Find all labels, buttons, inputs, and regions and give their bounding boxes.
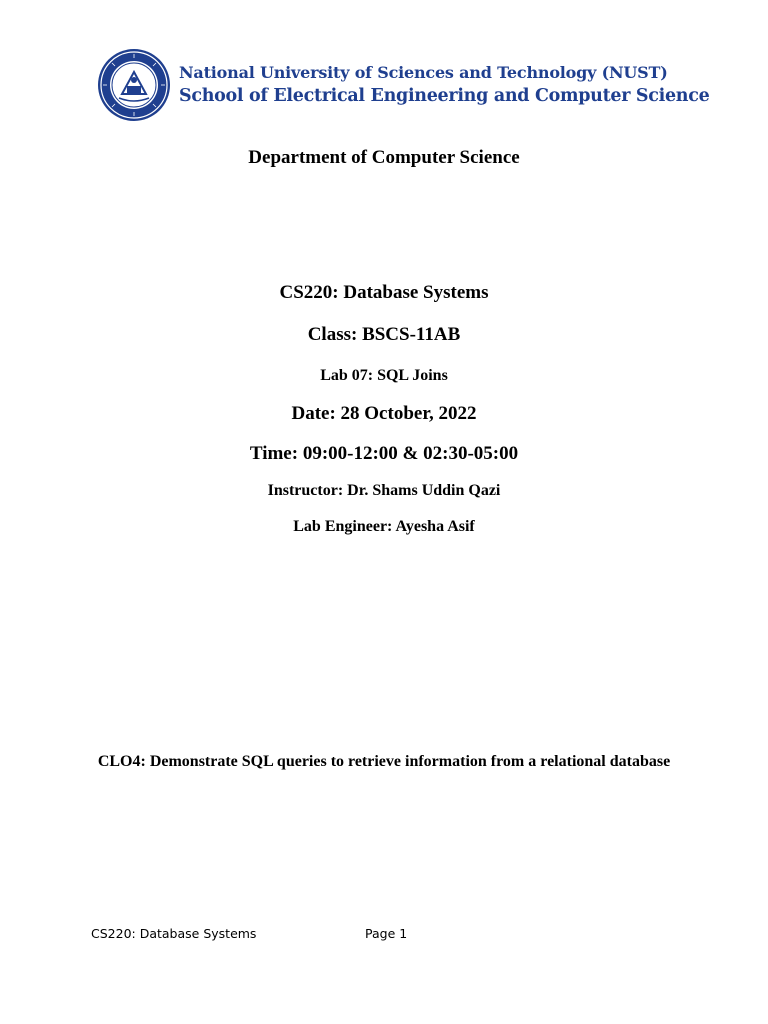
letterhead xyxy=(97,48,710,124)
instructor-name: Instructor: Dr. Shams Uddin Qazi xyxy=(267,482,501,499)
course-learning-outcome: CLO4: Demonstrate SQL queries to retrieve information from a relational database xyxy=(97,753,671,770)
school-name: School of Electrical Engineering and Computer Science xyxy=(179,86,710,106)
class-label: Class: BSCS-11AB xyxy=(307,324,461,345)
university-name: National University of Sciences and Technology (NUST) xyxy=(179,63,668,82)
letterhead-text xyxy=(179,62,709,108)
lab-title: Lab 07: SQL Joins xyxy=(320,367,448,384)
course-title: CS220: Database Systems xyxy=(279,282,489,303)
footer-course: CS220: Database Systems xyxy=(91,926,257,941)
lab-engineer-name: Lab Engineer: Ayesha Asif xyxy=(293,518,475,535)
footer-page-number: Page 1 xyxy=(365,926,408,941)
lab-time: Time: 09:00-12:00 & 02:30-05:00 xyxy=(249,443,519,464)
lab-date: Date: 28 October, 2022 xyxy=(291,403,477,424)
department-title: Department of Computer Science xyxy=(248,147,520,168)
nust-seal-icon xyxy=(97,48,171,122)
